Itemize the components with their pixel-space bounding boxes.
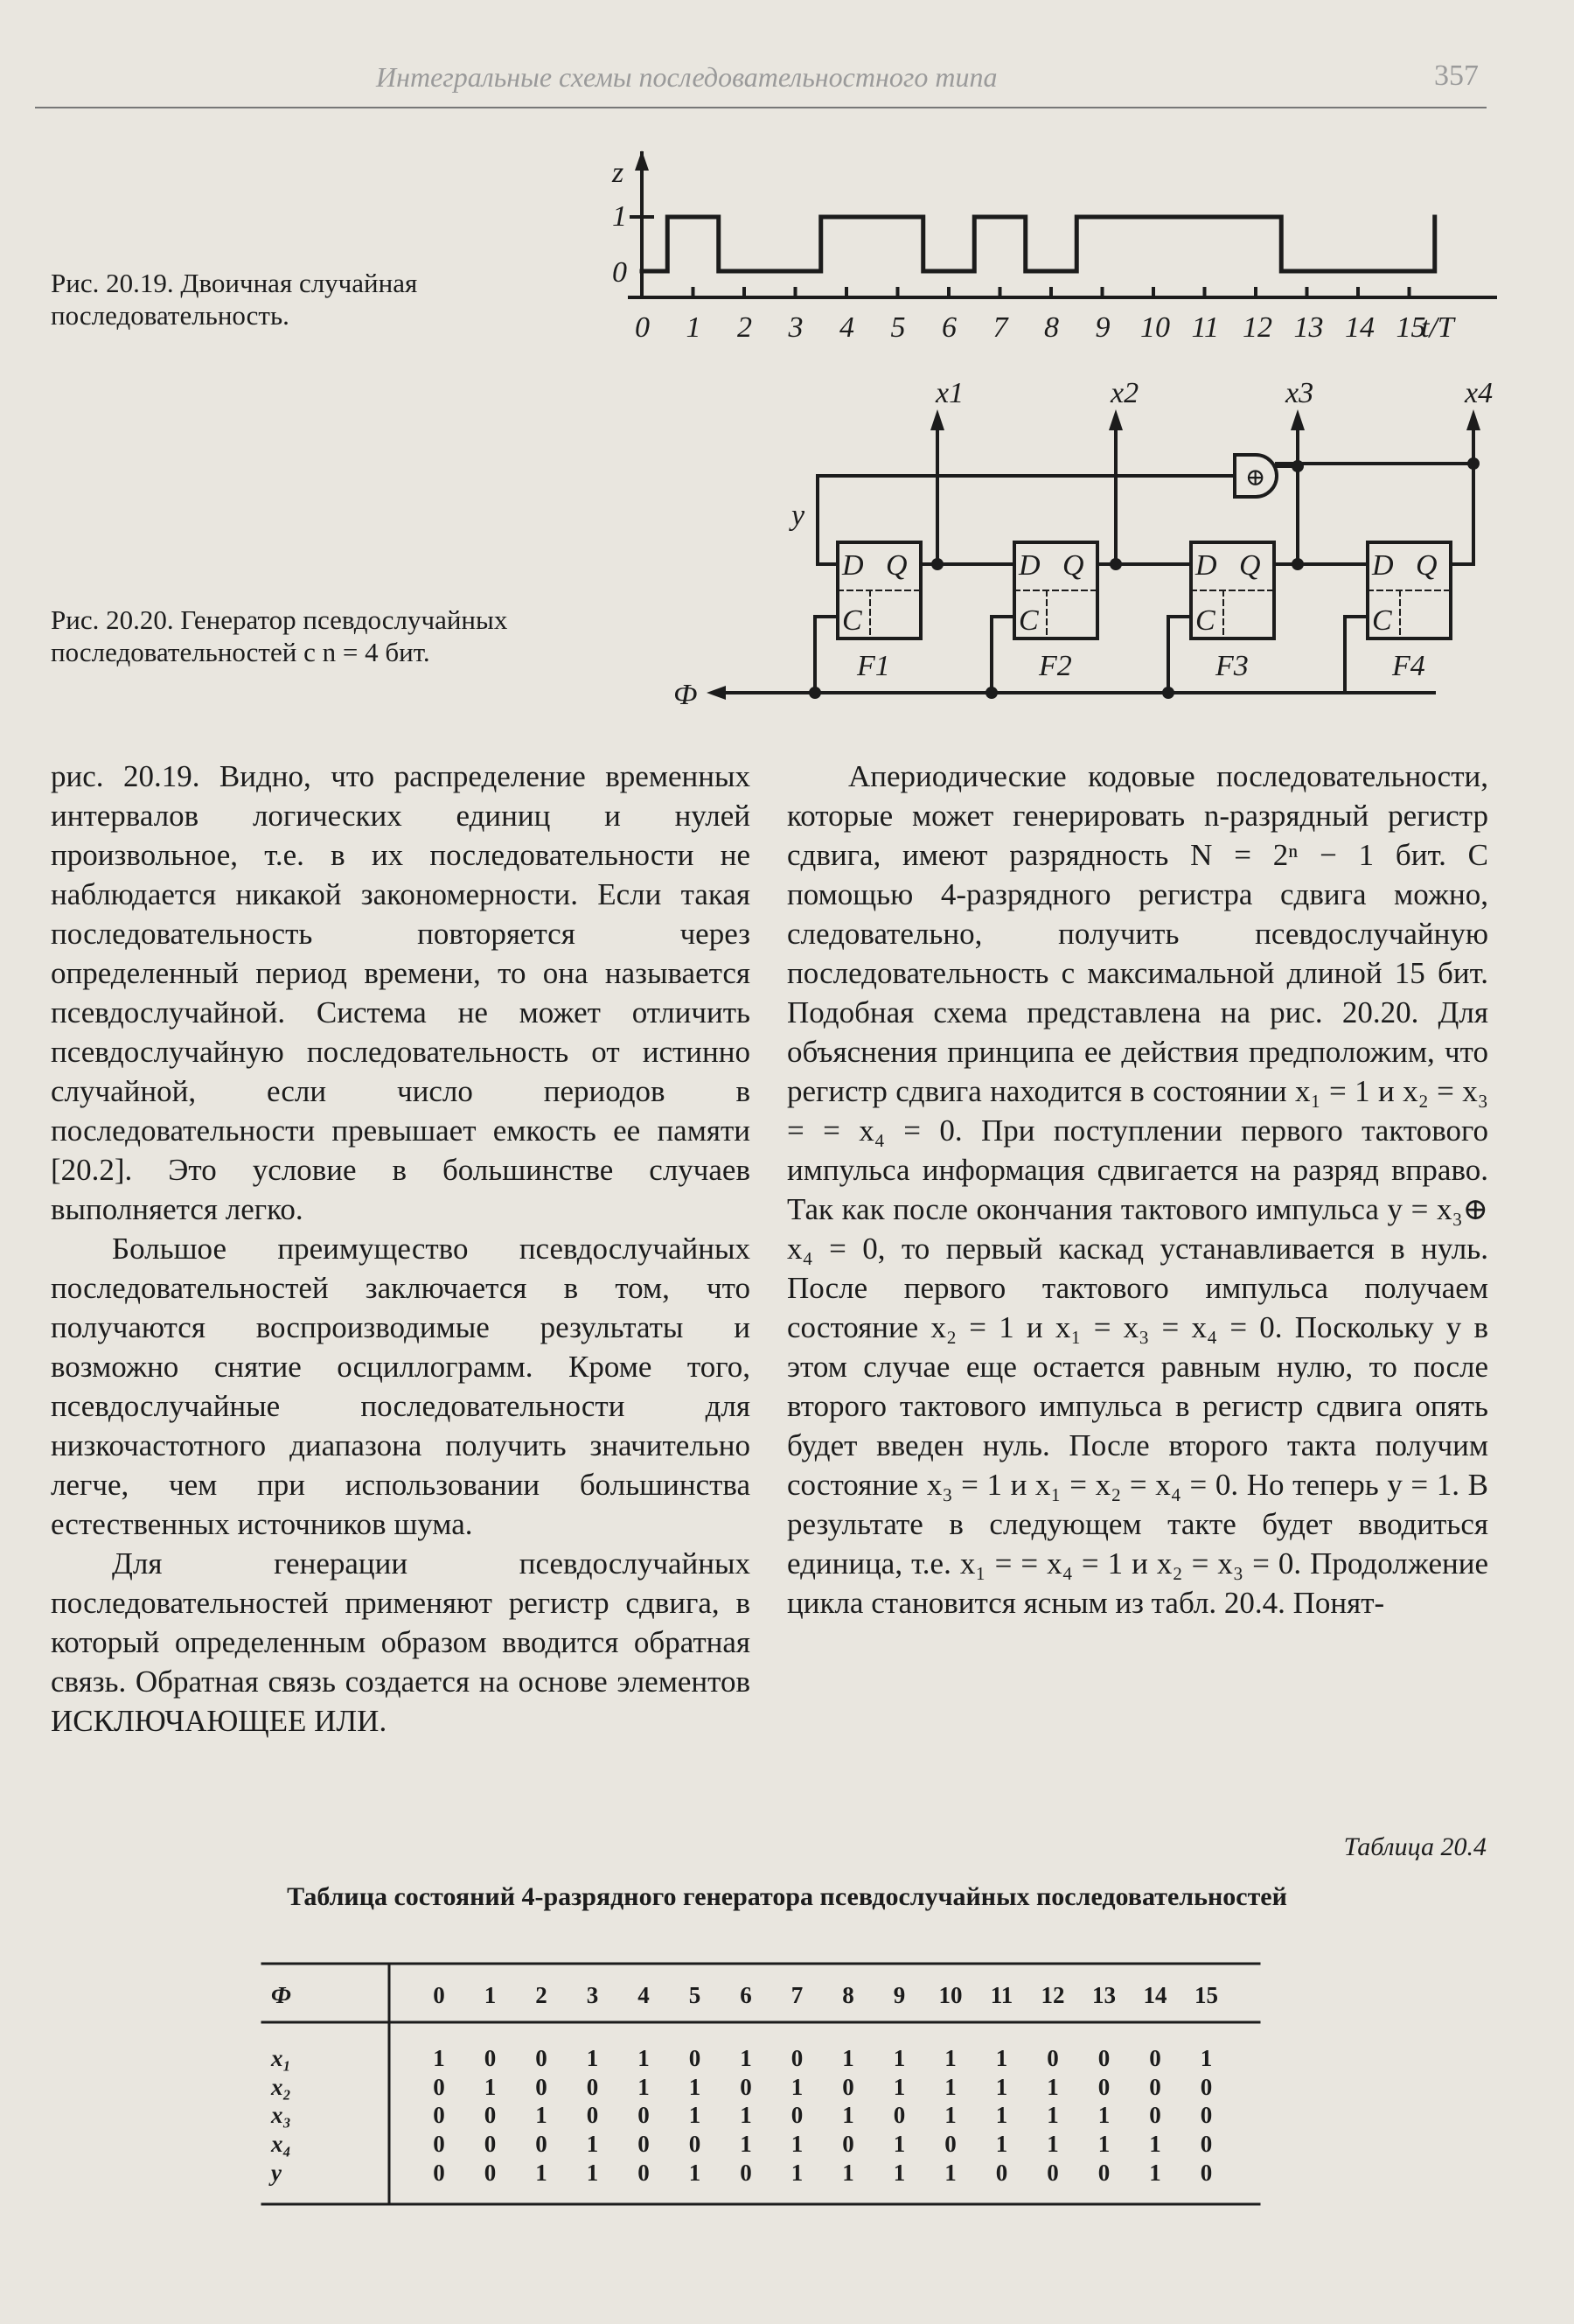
fig19-caption: Рис. 20.19. Двоичная случайная последовательность.: [51, 268, 418, 331]
tick-label-4: 4: [839, 311, 854, 344]
table-row-label: x₄: [271, 2131, 291, 2157]
fig20-circuit: [726, 418, 1473, 693]
table-cell: 0: [1200, 2102, 1213, 2128]
label-x1: x1: [936, 377, 965, 409]
table-col-header: 6: [740, 1982, 752, 2008]
table-cell: 0: [944, 2131, 957, 2157]
label-f3: F3: [1215, 650, 1249, 682]
table-cell: 1: [688, 2102, 701, 2128]
table-col-header: 10: [938, 1982, 963, 2008]
tick-label-13: 13: [1293, 311, 1324, 344]
f3-c: C: [1195, 604, 1215, 637]
table-row-label: x₁: [271, 2045, 291, 2071]
table-cell: 0: [433, 2074, 445, 2100]
tick-label-14: 14: [1345, 311, 1375, 344]
y-tick-1: 1: [612, 200, 627, 233]
table-cell: 1: [1097, 2131, 1111, 2157]
table-cell: 1: [1149, 2131, 1161, 2157]
t-axis-tick-labels: [635, 311, 1426, 344]
table-cell: 1: [842, 2102, 854, 2128]
fig20-caption: Рис. 20.20. Генератор псевдослучайных последовательностей с n = 4 бит.: [51, 604, 508, 667]
running-title: Интегральные схемы последовательностного типа: [376, 61, 998, 93]
table-col-header: 14: [1143, 1982, 1167, 2008]
table-cell: 1: [893, 2045, 906, 2071]
table-cell: 0: [637, 2160, 650, 2186]
table-cell: 0: [790, 2102, 804, 2128]
table-cell: 1: [944, 2160, 957, 2186]
table-cell: 1: [995, 2102, 1008, 2128]
table-body: [268, 2045, 1212, 2186]
fig20-junctions-arrows: [707, 409, 1480, 700]
table-cell: 1: [433, 2045, 445, 2071]
state-table: [262, 1964, 1259, 2204]
fig19-timing-diagram: [630, 150, 1495, 297]
table-cell: 1: [586, 2045, 599, 2071]
f4-c: C: [1372, 604, 1392, 637]
table-col-header: 3: [586, 1982, 599, 2008]
table-cell: 0: [535, 2074, 547, 2100]
t-axis-label: t/T: [1421, 311, 1454, 344]
flipflop-inner-dividers: [838, 590, 1451, 639]
table-cell: 1: [790, 2074, 804, 2100]
table-col-header: 4: [637, 1982, 650, 2008]
paragraph: Для генерации псевдослучайных последовательностей применяют регистр сдвига, в который определенным образом вводится обратная связь. Обратная связь создается на основе элементов ИСКЛЮЧАЮЩЕЕ ИЛИ.: [51, 1546, 750, 1738]
table-cell: 0: [790, 2045, 804, 2071]
table-cell: 0: [433, 2102, 445, 2128]
table-cell: 1: [790, 2160, 804, 2186]
table-cell: 0: [1149, 2102, 1161, 2128]
table-cell: 0: [1097, 2160, 1111, 2186]
table-cell: 0: [586, 2074, 599, 2100]
table-row: [268, 2160, 1212, 2186]
table-cell: 0: [637, 2102, 650, 2128]
table-col-header: 8: [842, 1982, 854, 2008]
xor-symbol: ⊕: [1245, 464, 1266, 492]
table-cell: 1: [637, 2074, 650, 2100]
table-cell: 0: [1097, 2074, 1111, 2100]
tick-label-3: 3: [788, 311, 804, 344]
paragraph: рис. 20.19. Видно, что распределение временных интервалов логических единиц и нулей произвольное, т.е. в их последовательности не наблюдается никакой закономерности. Если такая последовательность повторяется через определенный период времени, то она называется псевдослучайной. Система не может отличить псевдослучайную последовательность от истинно случайной, если число периодов в последовательности превышает емкость ее памяти [20.2]. Это условие в большинстве случаев выполняется легко.: [51, 759, 750, 1226]
z-axis-label: z: [612, 157, 624, 189]
table-cell: 1: [995, 2074, 1008, 2100]
table-col-header: 7: [790, 1982, 804, 2008]
table-cell: 1: [688, 2074, 701, 2100]
label-x2: x2: [1111, 377, 1139, 409]
table-cell: 1: [688, 2160, 701, 2186]
table-cell: 0: [1149, 2074, 1161, 2100]
table-cell: 1: [893, 2074, 906, 2100]
table-cell: 1: [1097, 2102, 1111, 2128]
clock-to-f2: [992, 617, 1014, 693]
table-col-header: 11: [990, 1982, 1013, 2008]
table-col-header: 12: [1041, 1982, 1065, 2008]
table-col-header: 15: [1194, 1982, 1218, 2008]
table-row-label: x₃: [271, 2102, 291, 2128]
table-col-header: 2: [535, 1982, 547, 2008]
table-cell: 0: [433, 2131, 445, 2157]
table-col-header: 9: [893, 1982, 906, 2008]
tick-label-6: 6: [942, 311, 957, 344]
table-cell: 1: [995, 2131, 1008, 2157]
table-cell: 0: [1200, 2074, 1213, 2100]
table-cell: 0: [535, 2131, 547, 2157]
table-cell: 0: [484, 2160, 497, 2186]
table-row: [270, 2131, 1212, 2157]
table-cell: 1: [1200, 2045, 1213, 2071]
f3-d: D: [1195, 549, 1217, 582]
f2-q: Q: [1062, 549, 1084, 582]
table-cell: 1: [790, 2131, 804, 2157]
table-cell: 0: [433, 2160, 445, 2186]
table-cell: 1: [842, 2160, 854, 2186]
table-cell: 0: [740, 2074, 752, 2100]
table-cell: 1: [1047, 2131, 1059, 2157]
table-cell: 1: [586, 2160, 599, 2186]
clock-label: Ф: [673, 679, 698, 711]
table-col-header: 1: [484, 1982, 497, 2008]
table-cell: 1: [1149, 2160, 1161, 2186]
table-cell: 1: [995, 2045, 1008, 2071]
feedback-y-label: y: [791, 499, 805, 532]
label-f4: F4: [1392, 650, 1425, 682]
table-col-header: 0: [433, 1982, 445, 2008]
table-cell: 0: [688, 2045, 701, 2071]
table-cell: 1: [535, 2102, 547, 2128]
table-cell: 1: [893, 2160, 906, 2186]
table-cell: 0: [535, 2045, 547, 2071]
table-cell: 0: [1200, 2160, 1213, 2186]
table-cell: 0: [842, 2131, 854, 2157]
table-cell: 1: [944, 2074, 957, 2100]
table-cell: 0: [586, 2102, 599, 2128]
y-tick-0: 0: [612, 256, 627, 289]
table-cell: 0: [1097, 2045, 1111, 2071]
label-x3: x3: [1285, 377, 1314, 409]
tick-label-11: 11: [1191, 311, 1219, 344]
label-f2: F2: [1039, 650, 1072, 682]
paragraph: Апериодические кодовые последовательности, которые может генерировать n-разрядный регистр сдвига, имеют разрядность N = 2ⁿ − 1 бит. С помощью 4-разрядного регистра сдвига можно, следовательно, получить псевдослучайную последовательность с максимальной длиной 15 бит. Подобная схема представлена на рис. 20.20. Для объяснения принципа ее действия предположим, что регистр сдвига находится в состоянии x₁ = 1 и x₂ = x₃ = = x₄ = 0. При поступлении первого тактового импульса информация сдвигается на разряд вправо. Так как после окончания тактового импульса y = x₃⊕ x₄ = 0, то первый каскад устанавливается в нуль. После первого тактового импульса получаем состояние x₂ = 1 и x₁ = x₃ = x₄ = 0. Поскольку y в этом случае еще остается равным нулю, то после второго тактового импульса в регистр сдвига опять будет введен нуль. После второго такта получим состояние x₃ = 1 и x₁ = x₂ = x₄ = 0. Но теперь y = 1. В результате в следующем такте будет вводиться единица, т.е. x₁ = = x₄ = 1 и x₂ = x₃ = 0. Продолжение цикла становится ясным из табл. 20.4. Понят-: [787, 759, 1488, 1620]
table-col-header: 5: [688, 1982, 701, 2008]
table-cell: 0: [484, 2045, 497, 2071]
table-cell: 0: [842, 2074, 854, 2100]
table-cell: 0: [1149, 2045, 1161, 2071]
table-cell: 0: [1047, 2160, 1059, 2186]
page-number: 357: [1434, 59, 1479, 92]
tick-label-12: 12: [1243, 311, 1272, 344]
label-f1: F1: [857, 650, 890, 682]
clock-to-f1: [815, 617, 838, 693]
f2-c: C: [1019, 604, 1039, 637]
f3-q: Q: [1239, 549, 1261, 582]
table-cell: 1: [944, 2045, 957, 2071]
tick-label-15: 15: [1396, 311, 1426, 344]
table-column-headers: [433, 1982, 1218, 2008]
table-cell: 0: [1047, 2045, 1059, 2071]
f1-q: Q: [886, 549, 908, 582]
table-cell: 1: [1047, 2074, 1059, 2100]
f2-d: D: [1019, 549, 1041, 582]
table-row: [270, 2074, 1212, 2100]
body-column-left: [51, 757, 750, 1741]
table-number: Таблица 20.4: [1343, 1832, 1487, 1861]
tick-label-2: 2: [737, 311, 752, 344]
table-cell: 1: [740, 2131, 752, 2157]
table-cell: 1: [586, 2131, 599, 2157]
table-cell: 1: [944, 2102, 957, 2128]
table-col-header: 13: [1092, 1982, 1116, 2008]
tick-label-5: 5: [890, 311, 906, 344]
f4-q: Q: [1416, 549, 1438, 582]
table-cell: 0: [484, 2102, 497, 2128]
table-cell: 0: [995, 2160, 1008, 2186]
tick-label-8: 8: [1044, 311, 1059, 344]
table-cell: 0: [893, 2102, 906, 2128]
tick-label-1: 1: [686, 311, 701, 344]
table-cell: 1: [740, 2045, 752, 2071]
table-header-label: Ф: [271, 1982, 291, 2008]
table-cell: 0: [688, 2131, 701, 2157]
table-cell: 1: [893, 2131, 906, 2157]
clock-to-f4: [1345, 617, 1368, 693]
table-row-label: x₂: [271, 2074, 291, 2100]
table-cell: 1: [484, 2074, 497, 2100]
f1-c: C: [842, 604, 862, 637]
table-cell: 1: [842, 2045, 854, 2071]
table-cell: 0: [740, 2160, 752, 2186]
table-cell: 0: [484, 2131, 497, 2157]
z-axis-arrow: [635, 150, 649, 171]
table-cell: 1: [740, 2102, 752, 2128]
tick-label-0: 0: [635, 311, 650, 344]
tick-label-7: 7: [992, 311, 1008, 344]
table-cell: 1: [637, 2045, 650, 2071]
label-x4: x4: [1465, 377, 1494, 409]
paragraph: Большое преимущество псевдослучайных последовательностей заключается в том, что получаются воспроизводимые результаты и возможно снятие осциллограмм. Кроме того, псевдослучайные последовательности для низкочастотного диапазона получить значительно легче, чем при использовании большинства естественных источников шума.: [51, 1232, 750, 1541]
tick-label-9: 9: [1095, 311, 1111, 344]
table-row: [270, 2102, 1212, 2128]
body-column-right: [787, 757, 1488, 1623]
f1-d: D: [842, 549, 864, 582]
binary-signal-waveform: [642, 217, 1435, 271]
table-row: [270, 2045, 1212, 2071]
table-row-label: y: [271, 2160, 282, 2186]
clock-to-f3: [1168, 617, 1191, 693]
table-cell: 1: [535, 2160, 547, 2186]
table-cell: 0: [1200, 2131, 1213, 2157]
table-title: Таблица состояний 4-разрядного генератора псевдослучайных последовательностей: [287, 1882, 1287, 1911]
tick-label-10: 10: [1140, 311, 1170, 344]
f4-d: D: [1372, 549, 1394, 582]
table-cell: 1: [1047, 2102, 1059, 2128]
table-cell: 0: [637, 2131, 650, 2157]
